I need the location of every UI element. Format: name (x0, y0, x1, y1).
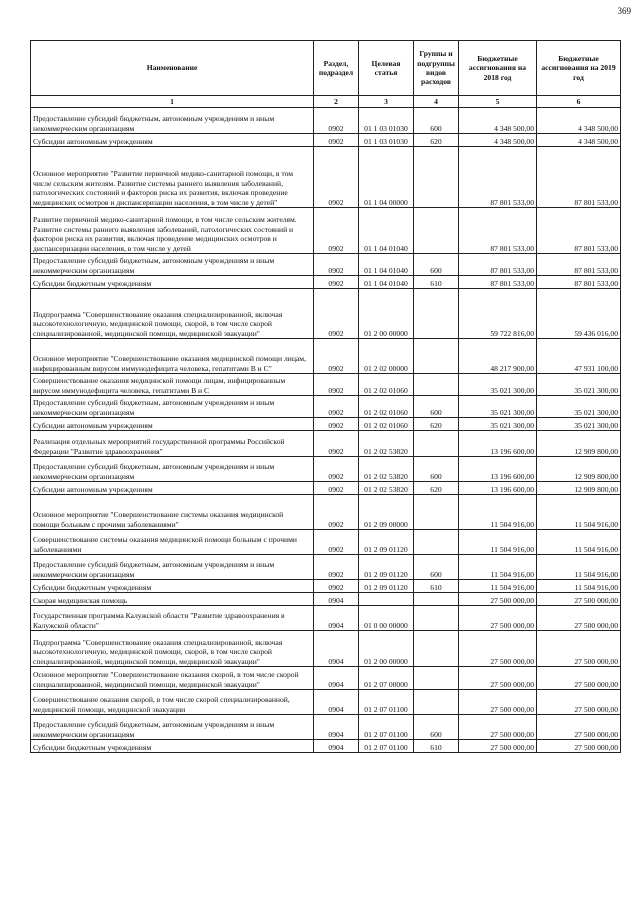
row-amount-2018: 4 348 500,00 (459, 108, 537, 134)
row-amount-2018: 27 500 000,00 (459, 667, 537, 690)
row-target-article: 01 2 09 00000 (359, 495, 414, 530)
row-target-article: 01 2 07 01100 (359, 715, 414, 740)
row-target-article: 01 2 02 01060 (359, 396, 414, 418)
row-section: 0902 (314, 147, 359, 208)
row-target-article: 01 2 02 53820 (359, 482, 414, 495)
header-2019: Бюджетные ассигнования на 2019 год (537, 41, 621, 96)
row-section: 0902 (314, 396, 359, 418)
row-amount-2018: 87 801 533,00 (459, 147, 537, 208)
row-amount-2018: 35 021 300,00 (459, 418, 537, 431)
row-target-article: 01 0 00 00000 (359, 606, 414, 631)
row-target-article: 01 2 02 01060 (359, 374, 414, 396)
row-amount-2018: 35 021 300,00 (459, 374, 537, 396)
row-expense-group: 600 (414, 396, 459, 418)
table-row (31, 276, 621, 289)
row-target-article: 01 1 03 01030 (359, 134, 414, 147)
table-row (31, 667, 621, 690)
header-name: Наименование (31, 41, 314, 96)
row-target-article: 01 1 04 01040 (359, 276, 414, 289)
header-section: Раздел, подраздел (314, 41, 359, 96)
row-amount-2019: 35 021 300,00 (537, 396, 621, 418)
row-name: Субсидии автономным учреждениям (31, 482, 314, 495)
row-name: Основное мероприятие "Совершенствование системы оказания медицинской помощи больным с прочими заболеваниями" (31, 495, 314, 530)
table-row (31, 715, 621, 740)
table-row (31, 208, 621, 254)
table-row (31, 690, 621, 715)
table-row (31, 593, 621, 606)
row-section: 0904 (314, 593, 359, 606)
header-group: Группы и подгруппы видов расходов (414, 41, 459, 96)
table-row (31, 289, 621, 339)
table-row (31, 555, 621, 580)
table-body (31, 108, 621, 753)
row-expense-group (414, 339, 459, 374)
row-expense-group: 600 (414, 715, 459, 740)
col-number: 1 (31, 96, 314, 108)
row-amount-2019: 87 801 533,00 (537, 254, 621, 276)
row-name: Основное мероприятие "Совершенствование оказания скорой, в том числе скорой специализированной, медицинской помощи, медицинской эвакуации" (31, 667, 314, 690)
row-expense-group (414, 289, 459, 339)
row-amount-2019: 35 021 300,00 (537, 374, 621, 396)
row-name: Субсидии автономным учреждениям (31, 134, 314, 147)
row-amount-2018: 13 196 600,00 (459, 431, 537, 457)
row-amount-2019: 11 504 916,00 (537, 580, 621, 593)
row-amount-2018: 27 500 000,00 (459, 690, 537, 715)
row-amount-2019: 12 909 800,00 (537, 431, 621, 457)
table-row (31, 147, 621, 208)
row-expense-group (414, 690, 459, 715)
row-expense-group (414, 530, 459, 555)
row-name: Субсидии бюджетным учреждениям (31, 740, 314, 753)
row-target-article: 01 1 03 01030 (359, 108, 414, 134)
row-section: 0902 (314, 208, 359, 254)
row-section: 0904 (314, 631, 359, 667)
col-number: 6 (537, 96, 621, 108)
row-amount-2019: 27 500 000,00 (537, 606, 621, 631)
row-section: 0902 (314, 530, 359, 555)
row-amount-2018: 27 500 000,00 (459, 715, 537, 740)
row-target-article: 01 2 07 01100 (359, 690, 414, 715)
row-name: Предоставление субсидий бюджетным, автономным учреждениям и иным некоммерческим организациям (31, 396, 314, 418)
col-number: 3 (359, 96, 414, 108)
row-section: 0904 (314, 606, 359, 631)
table-row (31, 457, 621, 482)
row-expense-group: 620 (414, 134, 459, 147)
row-amount-2018: 27 500 000,00 (459, 631, 537, 667)
row-amount-2018: 11 504 916,00 (459, 530, 537, 555)
row-target-article: 01 2 07 01100 (359, 740, 414, 753)
row-section: 0904 (314, 715, 359, 740)
row-amount-2019: 87 801 533,00 (537, 276, 621, 289)
row-target-article: 01 1 04 00000 (359, 147, 414, 208)
row-expense-group (414, 667, 459, 690)
row-section: 0904 (314, 740, 359, 753)
row-amount-2019: 47 931 100,00 (537, 339, 621, 374)
row-amount-2019: 27 500 000,00 (537, 715, 621, 740)
row-section: 0902 (314, 374, 359, 396)
row-name: Совершенствование оказания медицинской помощи лицам, инфицированным вирусом иммунодефицита человека, гепатитами В и С (31, 374, 314, 396)
table-row (31, 108, 621, 134)
row-target-article: 01 2 00 00000 (359, 631, 414, 667)
row-name: Предоставление субсидий бюджетным, автономным учреждениям и иным некоммерческим организациям (31, 108, 314, 134)
table-row (31, 396, 621, 418)
table-row (31, 530, 621, 555)
header-row (31, 41, 621, 96)
table-row (31, 482, 621, 495)
row-expense-group (414, 208, 459, 254)
row-expense-group (414, 593, 459, 606)
row-section: 0902 (314, 495, 359, 530)
row-amount-2019: 27 500 000,00 (537, 740, 621, 753)
row-expense-group: 600 (414, 457, 459, 482)
table-row (31, 580, 621, 593)
row-name: Основное мероприятие "Развитие первичной медико-санитарной помощи, в том числе сельским жителям. Развитие системы раннего выявления заболеваний, патологических состояний и факторов риска их развития, включая проведение медицинских осмотров и диспансеризации населения, в том числе у детей" (31, 147, 314, 208)
row-amount-2019: 4 348 500,00 (537, 134, 621, 147)
page-number: 369 (617, 6, 631, 16)
row-amount-2018: 11 504 916,00 (459, 495, 537, 530)
row-section: 0902 (314, 134, 359, 147)
column-number-row (31, 96, 621, 108)
row-amount-2019: 11 504 916,00 (537, 555, 621, 580)
row-expense-group (414, 606, 459, 631)
row-name: Субсидии автономным учреждениям (31, 418, 314, 431)
row-amount-2019: 35 021 300,00 (537, 418, 621, 431)
row-name: Предоставление субсидий бюджетным, автономным учреждениям и иным некоммерческим организациям (31, 254, 314, 276)
row-amount-2018: 11 504 916,00 (459, 555, 537, 580)
row-amount-2018: 59 722 816,00 (459, 289, 537, 339)
row-name: Совершенствование оказания скорой, в том числе скорой специализированной, медицинской помощи, медицинской эвакуации (31, 690, 314, 715)
row-target-article: 01 2 02 01060 (359, 418, 414, 431)
row-section: 0902 (314, 457, 359, 482)
row-expense-group: 610 (414, 580, 459, 593)
budget-table (30, 40, 621, 753)
col-number: 5 (459, 96, 537, 108)
row-target-article: 01 1 04 01040 (359, 254, 414, 276)
row-target-article: 01 2 02 00000 (359, 339, 414, 374)
row-name: Основное мероприятие "Совершенствование оказания медицинской помощи лицам, инфицированным вирусом иммунодефицита человека, гепатитами В и С" (31, 339, 314, 374)
row-target-article: 01 2 09 01120 (359, 530, 414, 555)
row-target-article: 01 2 00 00000 (359, 289, 414, 339)
row-amount-2019: 11 504 916,00 (537, 495, 621, 530)
row-name: Субсидии бюджетным учреждениям (31, 276, 314, 289)
row-name: Совершенствование системы оказания медицинской помощи больным с прочими заболеваниями (31, 530, 314, 555)
row-name: Подпрограмма "Совершенствование оказания специализированной, включая высокотехнологичную, медицинской помощи, скорой, в том числе скорой специализированной, медицинской помощи, медицинской эвакуации" (31, 289, 314, 339)
row-section: 0902 (314, 254, 359, 276)
row-amount-2019: 11 504 916,00 (537, 530, 621, 555)
row-section: 0902 (314, 555, 359, 580)
table-row (31, 254, 621, 276)
header-2018: Бюджетные ассигнования на 2018 год (459, 41, 537, 96)
row-section: 0902 (314, 418, 359, 431)
row-expense-group (414, 431, 459, 457)
row-amount-2018: 87 801 533,00 (459, 276, 537, 289)
row-expense-group: 610 (414, 276, 459, 289)
row-amount-2019: 12 909 800,00 (537, 457, 621, 482)
row-amount-2019: 27 500 000,00 (537, 690, 621, 715)
row-name: Скорая медицинская помощь (31, 593, 314, 606)
row-name: Реализация отдельных мероприятий государственной программы Российской Федерации "Развитие здравоохранения" (31, 431, 314, 457)
row-expense-group (414, 495, 459, 530)
row-section: 0902 (314, 276, 359, 289)
table-row (31, 418, 621, 431)
row-expense-group: 620 (414, 418, 459, 431)
row-amount-2018: 87 801 533,00 (459, 254, 537, 276)
table-row (31, 740, 621, 753)
row-name: Предоставление субсидий бюджетным, автономным учреждениям и иным некоммерческим организациям (31, 715, 314, 740)
row-amount-2018: 13 196 600,00 (459, 482, 537, 495)
row-target-article: 01 2 02 53820 (359, 457, 414, 482)
row-name: Предоставление субсидий бюджетным, автономным учреждениям и иным некоммерческим организациям (31, 457, 314, 482)
table-row (31, 134, 621, 147)
row-name: Развитие первичной медико-санитарной помощи, в том числе сельским жителям. Развитие системы раннего выявления заболеваний, патологических состояний и факторов риска их развития, включая проведение медицинских осмотров и диспансеризации населения, в том числе у детей (31, 208, 314, 254)
row-section: 0902 (314, 431, 359, 457)
row-section: 0904 (314, 667, 359, 690)
row-target-article: 01 2 09 01120 (359, 555, 414, 580)
row-name: Предоставление субсидий бюджетным, автономным учреждениям и иным некоммерческим организациям (31, 555, 314, 580)
table-row (31, 495, 621, 530)
header-target: Целевая статья (359, 41, 414, 96)
row-section: 0902 (314, 339, 359, 374)
row-amount-2018: 27 500 000,00 (459, 593, 537, 606)
col-number: 4 (414, 96, 459, 108)
row-section: 0902 (314, 580, 359, 593)
row-amount-2018: 87 801 533,00 (459, 208, 537, 254)
row-name: Подпрограмма "Совершенствование оказания специализированной, включая высокотехнологичную, медицинской помощи, скорой, в том числе скорой специализированной, медицинской помощи, медицинской эвакуации" (31, 631, 314, 667)
row-expense-group: 620 (414, 482, 459, 495)
row-amount-2019: 27 500 000,00 (537, 667, 621, 690)
col-number: 2 (314, 96, 359, 108)
row-name: Субсидии бюджетным учреждениям (31, 580, 314, 593)
row-amount-2019: 27 500 000,00 (537, 631, 621, 667)
row-target-article: 01 2 09 01120 (359, 580, 414, 593)
table-row (31, 339, 621, 374)
row-amount-2018: 27 500 000,00 (459, 606, 537, 631)
row-expense-group: 600 (414, 555, 459, 580)
row-target-article: 01 2 02 53820 (359, 431, 414, 457)
row-section: 0902 (314, 108, 359, 134)
row-amount-2018: 4 348 500,00 (459, 134, 537, 147)
row-amount-2018: 11 504 916,00 (459, 580, 537, 593)
row-name: Государственная программа Калужской области "Развитие здравоохранения в Калужской области" (31, 606, 314, 631)
row-amount-2018: 35 021 300,00 (459, 396, 537, 418)
row-expense-group (414, 147, 459, 208)
row-target-article: 01 1 04 01040 (359, 208, 414, 254)
row-target-article (359, 593, 414, 606)
row-amount-2018: 13 196 600,00 (459, 457, 537, 482)
row-expense-group: 610 (414, 740, 459, 753)
table-row (31, 431, 621, 457)
row-amount-2019: 27 500 000,00 (537, 593, 621, 606)
table-row (31, 606, 621, 631)
row-amount-2019: 87 801 533,00 (537, 147, 621, 208)
row-expense-group: 600 (414, 108, 459, 134)
row-section: 0902 (314, 482, 359, 495)
row-amount-2018: 48 217 900,00 (459, 339, 537, 374)
row-amount-2018: 27 500 000,00 (459, 740, 537, 753)
row-expense-group: 600 (414, 254, 459, 276)
row-expense-group (414, 374, 459, 396)
row-section: 0902 (314, 289, 359, 339)
row-amount-2019: 87 801 533,00 (537, 208, 621, 254)
row-target-article: 01 2 07 00000 (359, 667, 414, 690)
row-section: 0904 (314, 690, 359, 715)
row-expense-group (414, 631, 459, 667)
row-amount-2019: 4 348 500,00 (537, 108, 621, 134)
row-amount-2019: 59 436 016,00 (537, 289, 621, 339)
table-row (31, 374, 621, 396)
row-amount-2019: 12 909 800,00 (537, 482, 621, 495)
table-row (31, 631, 621, 667)
